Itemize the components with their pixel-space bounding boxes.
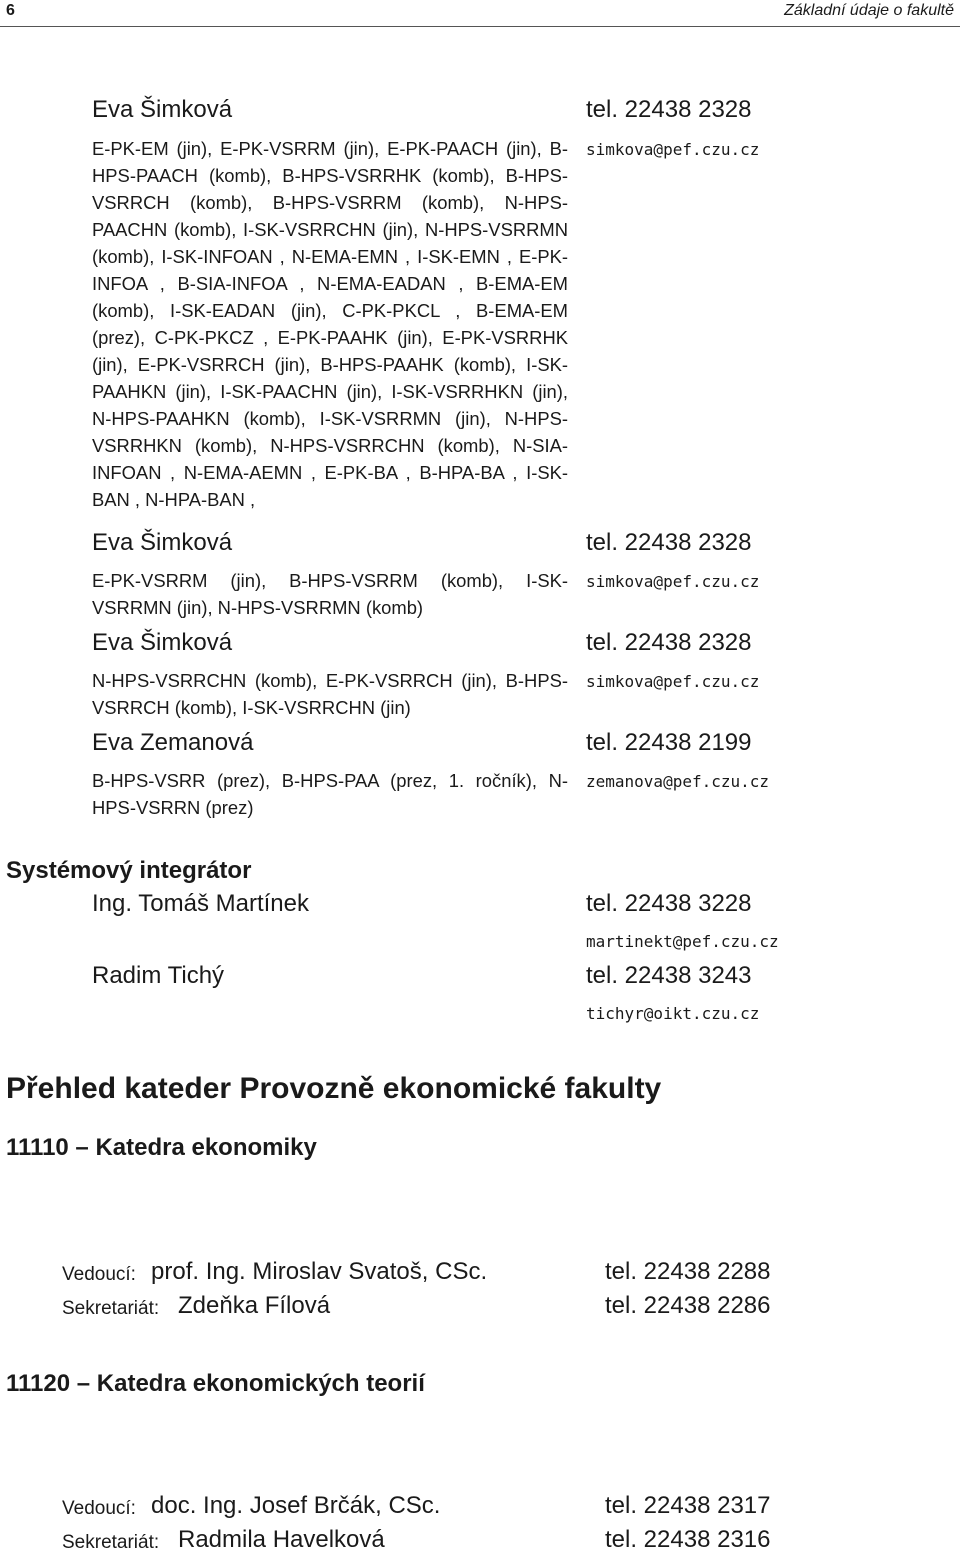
contact-name: Eva Šimková: [92, 629, 233, 656]
head-name: doc. Ing. Josef Brčák, CSc.: [151, 1492, 441, 1519]
department-secretary-row: [0, 1524, 960, 1554]
secretary-name: Radmila Havelková: [178, 1526, 385, 1553]
overview-title: Přehled kateder Provozně ekonomické fakulty: [6, 1072, 662, 1105]
contact-name: Radim Tichý: [92, 962, 225, 989]
head-phone: tel. 22438 2288: [605, 1258, 771, 1285]
contact-phone: tel. 22438 2199: [586, 729, 752, 756]
contact-email[interactable]: zemanova@pef.czu.cz: [586, 772, 770, 791]
head-label: Vedoucí:: [62, 1498, 136, 1519]
contact-email[interactable]: tichyr@oikt.czu.cz: [586, 1004, 760, 1023]
running-title: Základní údaje o fakultě: [784, 2, 954, 19]
secretary-phone: tel. 22438 2286: [605, 1292, 771, 1319]
contact-email[interactable]: simkova@pef.czu.cz: [586, 572, 760, 591]
page-header: [0, 0, 960, 27]
head-phone: tel. 22438 2317: [605, 1492, 771, 1519]
section-title-integrator: Systémový integrátor: [6, 857, 252, 884]
contact-email[interactable]: martinekt@pef.czu.cz: [586, 932, 779, 951]
secretary-name: Zdeňka Fílová: [178, 1292, 331, 1319]
study-programme-codes: E-PK-EM (jin), E-PK-VSRRM (jin), E-PK-PAACH (jin), B-HPS-PAACH (komb), B-HPS-VSRRHK (komb), B-HPS-VSRRCH (komb), B-HPS-VSRRM (komb), N-HPS-PAACHN (komb), I-SK-VSRRCHN (jin), N-HPS-VSRRMN (komb), I-SK-INFOAN , N-EMA-EMN , I-SK-EMN , E-PK-INFOA , B-SIA-INFOA , N-EMA-EADAN , B-EMA-EM (komb), I-SK-EADAN (jin), C-PK-PKCL , B-EMA-EM (prez), C-PK-PKCZ , E-PK-PAAHK (jin), E-PK-VSRRHK (jin), E-PK-VSRRCH (jin), B-HPS-PAAHK (komb), I-SK-PAAHKN (jin), I-SK-PAACHN (jin), I-SK-VSRRHKN (jin), N-HPS-PAAHKN (komb), I-SK-VSRRMN (jin), N-HPS-VSRRHKN (komb), N-HPS-VSRRCHN (komb), N-SIA-INFOAN , N-EMA-AEMN , E-PK-BA , B-HPA-BA , I-SK-BAN , N-HPA-BAN ,: [92, 138, 568, 510]
contact-phone: tel. 22438 3228: [586, 890, 752, 917]
page-number: 6: [6, 2, 15, 19]
secretary-label: Sekretariát:: [62, 1532, 160, 1553]
study-programme-codes: E-PK-VSRRM (jin), B-HPS-VSRRM (komb), I-SK-VSRRMN (jin), N-HPS-VSRRMN (komb): [92, 570, 568, 618]
contact-name: Eva Zemanová: [92, 729, 254, 756]
head-name: prof. Ing. Miroslav Svatoš, CSc.: [151, 1258, 488, 1285]
study-programme-codes: B-HPS-VSRR (prez), B-HPS-PAA (prez, 1. ročník), N-HPS-VSRRN (prez): [92, 770, 568, 818]
secretary-label: Sekretariát:: [62, 1298, 160, 1319]
department-head-row: [0, 1256, 960, 1286]
contact-phone: tel. 22438 2328: [586, 96, 752, 123]
contact-email[interactable]: simkova@pef.czu.cz: [586, 672, 760, 691]
contact-name: Eva Šimková: [92, 529, 233, 556]
department-secretary-row: [0, 1290, 960, 1320]
secretary-phone: tel. 22438 2316: [605, 1526, 771, 1553]
contact-phone: tel. 22438 3243: [586, 962, 752, 989]
head-label: Vedoucí:: [62, 1264, 136, 1285]
contact-phone: tel. 22438 2328: [586, 629, 752, 656]
department-head-row: [0, 1490, 960, 1520]
study-programme-codes: N-HPS-VSRRCHN (komb), E-PK-VSRRCH (jin), B-HPS-VSRRCH (komb), I-SK-VSRRCHN (jin): [92, 670, 568, 718]
contact-name: Ing. Tomáš Martínek: [92, 890, 309, 917]
department-title: 11120 – Katedra ekonomických teorií: [6, 1370, 425, 1397]
contact-phone: tel. 22438 2328: [586, 529, 752, 556]
contact-name: Eva Šimková: [92, 96, 233, 123]
department-title: 11110 – Katedra ekonomiky: [6, 1134, 317, 1161]
contact-email[interactable]: simkova@pef.czu.cz: [586, 140, 760, 159]
